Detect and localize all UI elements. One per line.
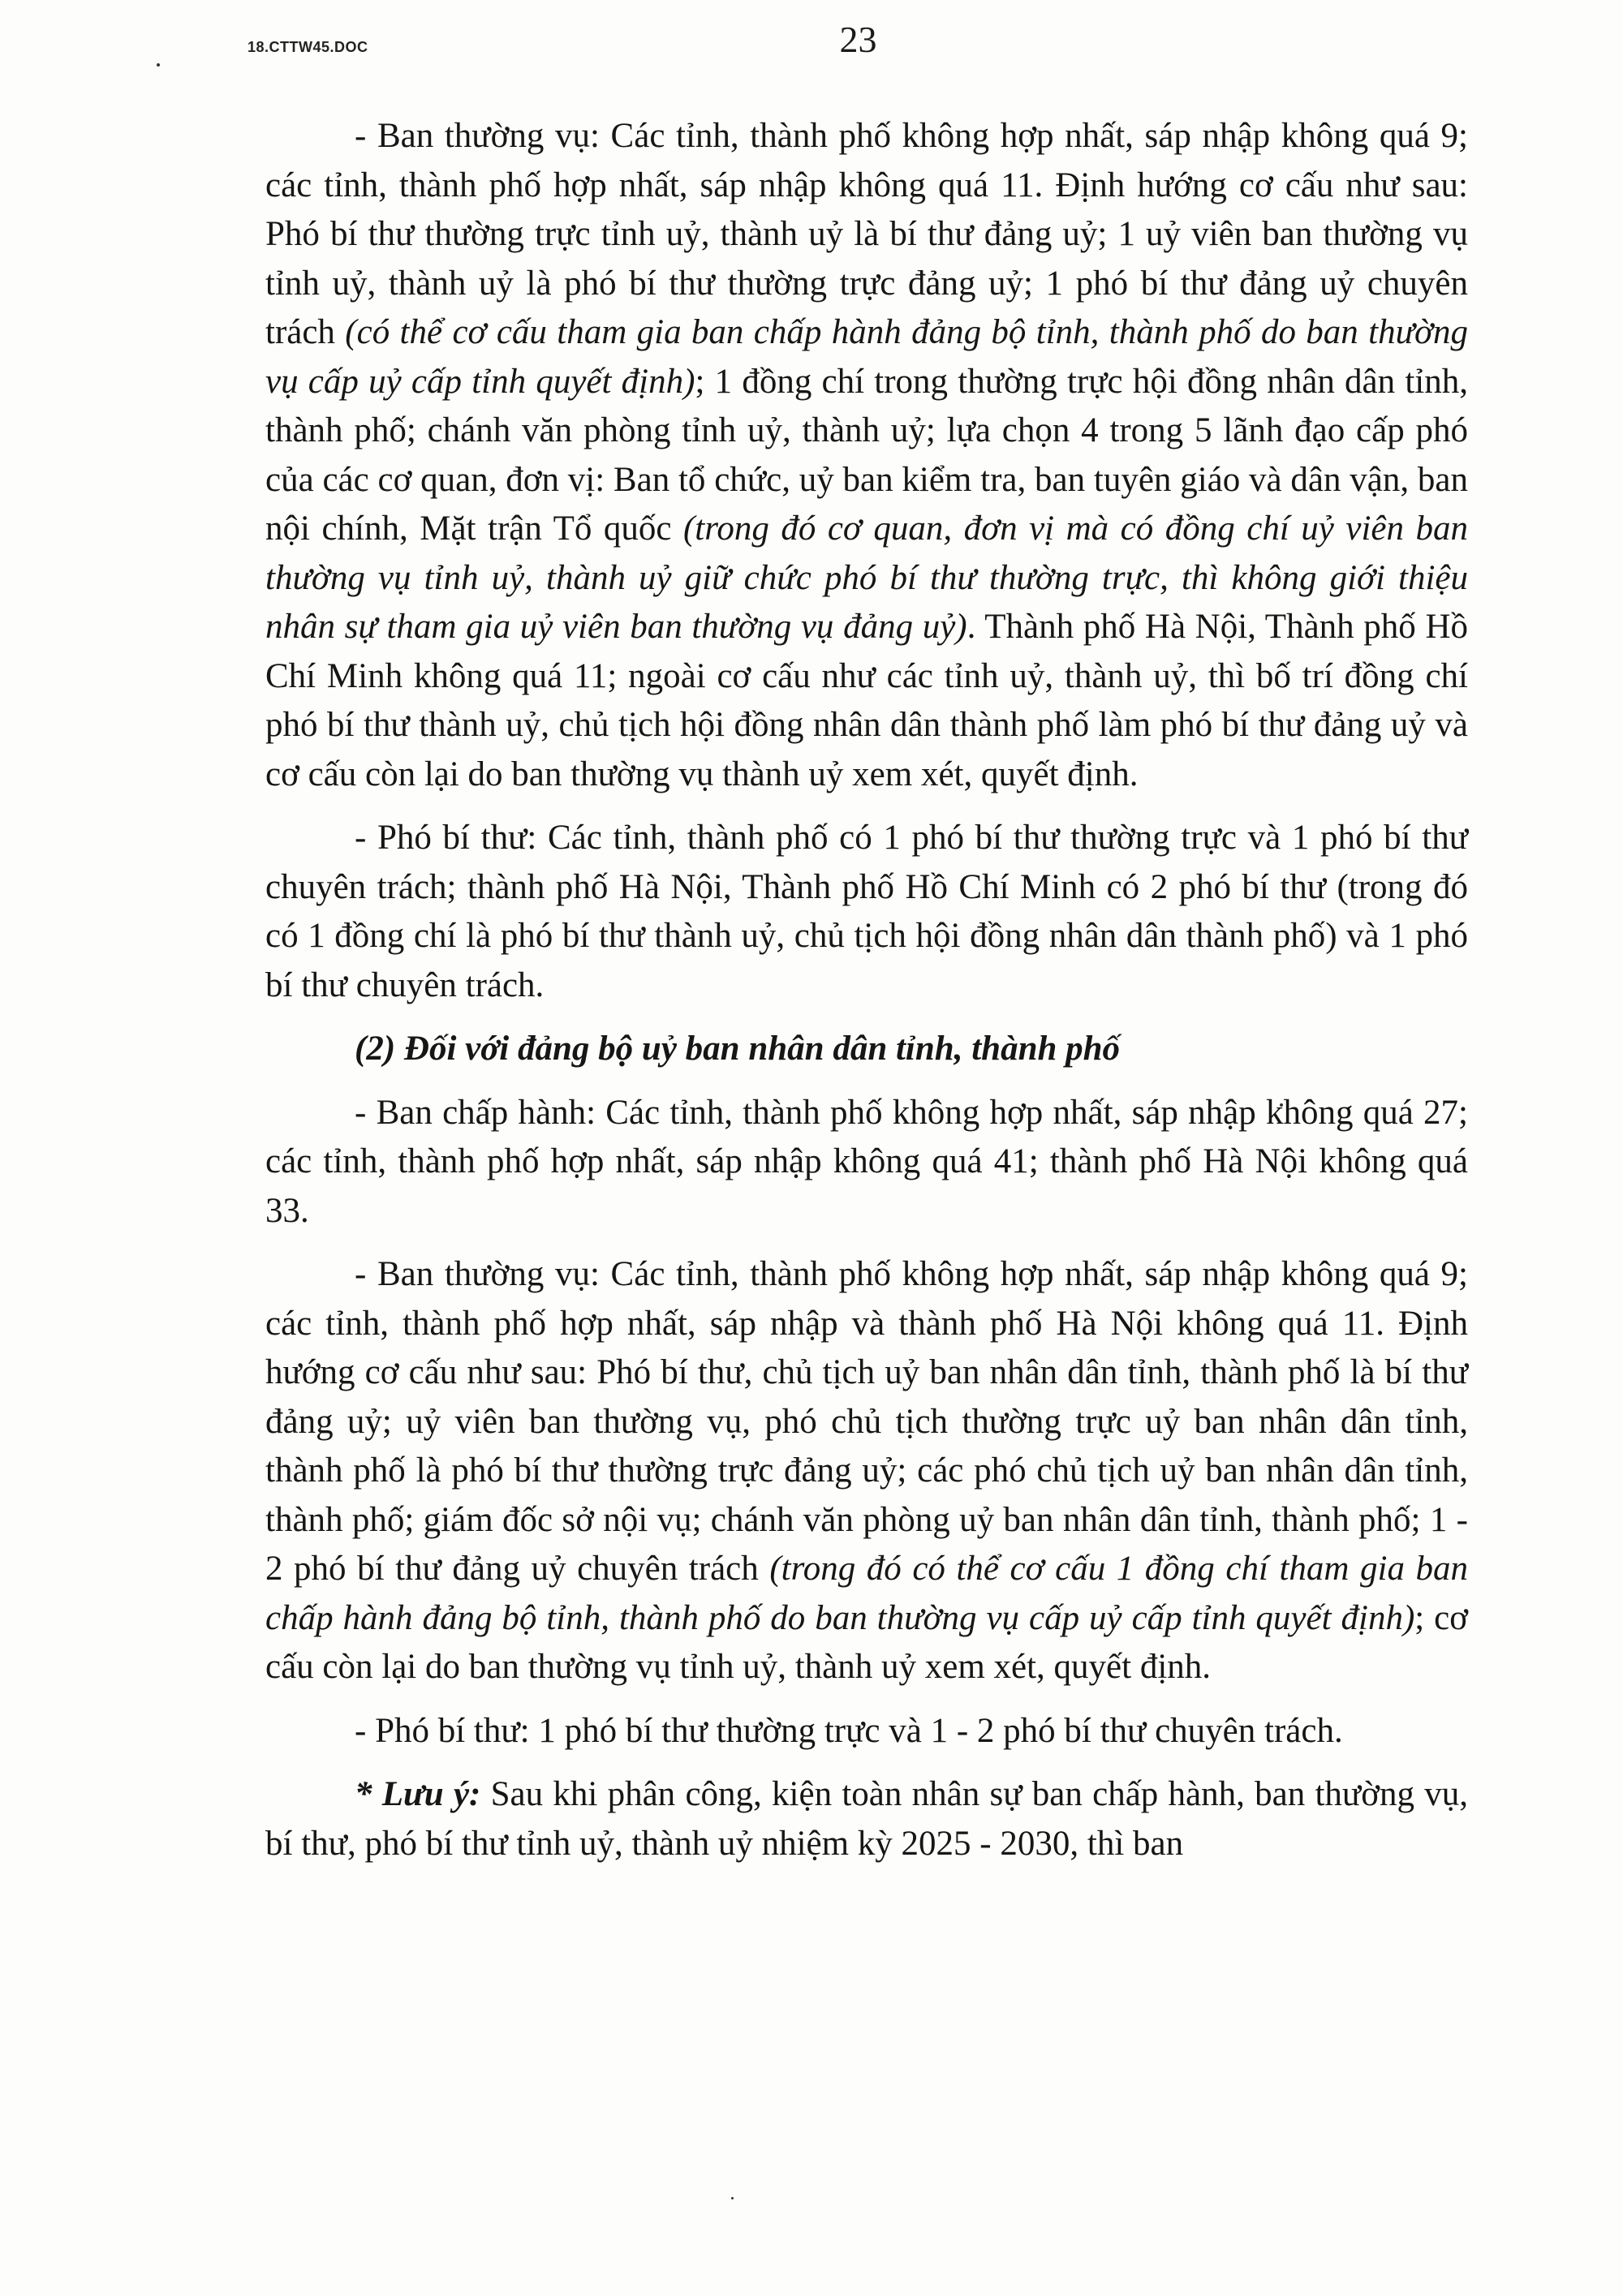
paragraph-ban-thuong-vu-1 bbox=[265, 112, 1468, 799]
document-code: 18.CTTW45.DOC bbox=[248, 39, 368, 55]
italic-note: (trong đó cơ quan, đơn vị mà có đồng chí uỷ viên ban thường vụ tỉnh uỷ, thành uỷ giữ chức phó bí thư thường trực, thì không giới thiệu nhân sự tham gia uỷ viên ban thường vụ đảng uỷ) bbox=[265, 510, 1469, 646]
paragraph-pho-bi-thu-1: - Phó bí thư: Các tỉnh, thành phố có 1 phó bí thư thường trực và 1 phó bí thư chuyên trách; thành phố Hà Nội, Thành phố Hồ Chí Minh có 2 phó bí thư (trong đó có 1 đồng chí là phó bí thư thành uỷ, chủ tịch hội đồng nhân dân thành phố) và 1 phó bí thư chuyên trách. bbox=[265, 819, 1468, 1004]
document-body bbox=[265, 112, 1468, 1883]
paragraph-ban-chap-hanh: - Ban chấp hành: Các tỉnh, thành phố không hợp nhất, sáp nhập không quá 27; các tỉnh, thành phố hợp nhất, sáp nhập không quá 41; thành phố Hà Nội không quá 33. bbox=[265, 1093, 1468, 1230]
italic-note: (trong đó có thể cơ cấu 1 đồng chí tham gia ban chấp hành đảng bộ tỉnh, thành phố do ban thường vụ cấp uỷ cấp tỉnh quyết định) bbox=[265, 1550, 1468, 1637]
paragraph-pho-bi-thu-2: - Phó bí thư: 1 phó bí thư thường trực và 1 - 2 phó bí thư chuyên trách. bbox=[355, 1711, 1343, 1750]
paragraph-text: ; 1 đồng chí trong thường trực hội đồng nhân dân tỉnh, thành phố; chánh văn phòng tỉnh uỷ, thành uỷ; lựa chọn 4 trong 5 lãnh đạo cấp phó của các cơ quan, đơn vị: Ban tổ chức, uỷ ban kiểm tra, ban tuyên giáo và dân vận, ban nội chính, Mặt trận Tổ quốc bbox=[265, 362, 1468, 548]
scan-speck bbox=[157, 63, 160, 67]
paragraph-text: ; cơ cấu còn lại do ban thường vụ tỉnh uỷ, thành uỷ xem xét, quyết định. bbox=[265, 1598, 1468, 1686]
paragraph-text: . Thành phố Hà Nội, Thành phố Hồ Chí Minh không quá 11; ngoài cơ cấu như các tỉnh uỷ, thành uỷ, thì bố trí đồng chí phó bí thư thành uỷ, chủ tịch hội đồng nhân dân thành phố làm phó bí thư đảng uỷ và cơ cấu còn lại do ban thường vụ thành uỷ xem xét, quyết định. bbox=[265, 608, 1468, 793]
paragraph-text: - Ban thường vụ: Các tỉnh, thành phố không hợp nhất, sáp nhập không quá 9; các tỉnh, thành phố hợp nhất, sáp nhập không quá 11. Định hướng cơ cấu như sau: Phó bí thư thường trực tỉnh uỷ, thành uỷ là bí thư đảng uỷ; 1 uỷ viên ban thường vụ tỉnh uỷ, thành uỷ là phó bí thư thường trực đảng uỷ; 1 phó bí thư đảng uỷ chuyên trách bbox=[265, 117, 1468, 351]
paragraph-text: Sau khi phân công, kiện toàn nhân sự ban chấp hành, ban thường vụ, bí thư, phó bí thư tỉnh uỷ, thành uỷ nhiệm kỳ 2025 - 2030, thì ban bbox=[265, 1775, 1468, 1863]
paragraph-luu-y bbox=[265, 1770, 1468, 1868]
scan-speck bbox=[731, 2197, 734, 2199]
paragraph-ban-thuong-vu-2 bbox=[265, 1250, 1468, 1692]
note-label: * Lưu ý: bbox=[355, 1775, 481, 1813]
page-number: 23 bbox=[839, 19, 877, 60]
paragraph-text: - Ban thường vụ: Các tỉnh, thành phố không hợp nhất, sáp nhập không quá 9; các tỉnh, thành phố hợp nhất, sáp nhập và thành phố Hà Nội không quá 11. Định hướng cơ cấu như sau: Phó bí thư, chủ tịch uỷ ban nhân dân tỉnh, thành phố là bí thư đảng uỷ; uỷ viên ban thường vụ, phó chủ tịch thường trực uỷ ban nhân dân tỉnh, thành phố là phó bí thư thường trực đảng uỷ; các phó chủ tịch uỷ ban nhân dân tỉnh, thành phố; giám đốc sở nội vụ; chánh văn phòng uỷ ban nhân dân tỉnh, thành phố; 1 - 2 phó bí thư đảng uỷ chuyên trách bbox=[265, 1255, 1468, 1588]
italic-note: (có thể cơ cấu tham gia ban chấp hành đảng bộ tỉnh, thành phố do ban thường vụ cấp uỷ cấp tỉnh quyết định) bbox=[265, 313, 1469, 401]
section-heading: (2) Đối với đảng bộ uỷ ban nhân dân tỉnh, thành phố bbox=[355, 1030, 1121, 1068]
